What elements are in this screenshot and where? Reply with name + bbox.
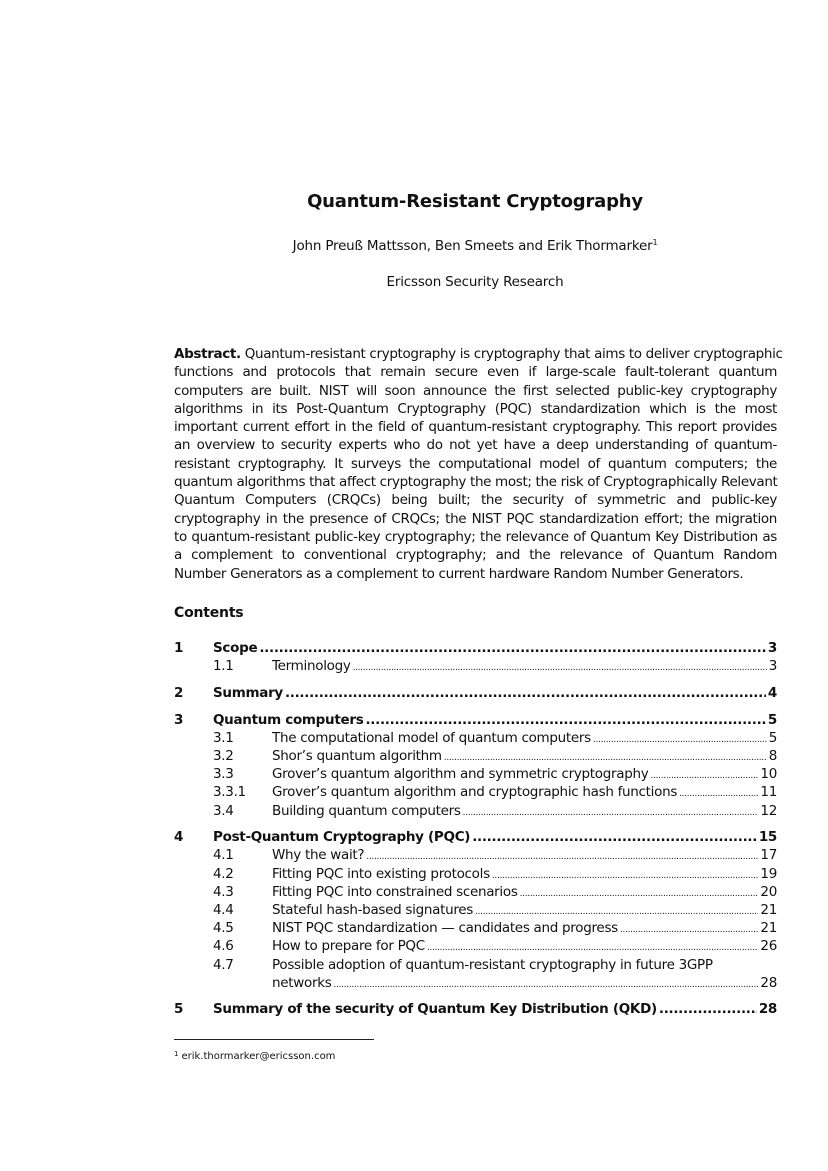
toc-number: 4	[174, 829, 184, 846]
toc-title: Fitting PQC into existing protocols	[272, 865, 490, 882]
abstract-line: resistant cryptography. It surveys the computational model of quantum computers; the	[174, 455, 777, 472]
footnote	[174, 1050, 335, 1062]
abstract-line: important current effort in the field of quantum-resistant cryptography. This report provides	[174, 419, 777, 436]
table-of-contents	[174, 639, 777, 1019]
toc-entry[interactable]	[174, 883, 777, 901]
toc-title: Why the wait?	[272, 847, 365, 864]
toc-title: Possible adoption of quantum-resistant cryptography in future 3GPP	[272, 956, 713, 973]
toc-number: 4.6	[213, 938, 234, 955]
abstract-line: Number Generators as a complement to current hardware Random Number Generators.	[174, 565, 744, 582]
toc-page: 26	[760, 938, 777, 955]
toc-title: Grover’s quantum algorithm and symmetric cryptography	[272, 766, 649, 783]
toc-page: 3	[768, 658, 777, 675]
toc-page: 11	[760, 784, 777, 801]
author-footnote-mark: 1	[652, 238, 658, 247]
toc-number: 4.3	[213, 883, 234, 900]
abstract-text: Quantum-resistant cryptography is cryptography that aims to deliver cryptographic	[240, 346, 783, 362]
abstract-line: functions and protocols that remain secure even if large-scale fault-tolerant quantum	[174, 364, 777, 381]
toc-entry[interactable]	[174, 828, 777, 846]
toc-title: Grover’s quantum algorithm and cryptographic hash functions	[272, 784, 678, 801]
abstract-line: algorithms in its Post-Quantum Cryptography (PQC) standardization which is the most	[174, 400, 777, 417]
toc-entry[interactable]	[174, 639, 777, 657]
toc-page: 8	[768, 747, 777, 764]
abstract-line	[174, 345, 783, 363]
toc-entry[interactable]	[174, 684, 777, 702]
abstract-line: Quantum Computers (CRQCs) being built; the security of symmetric and public-key	[174, 492, 777, 509]
footnote-email-link[interactable]: erik.thormarker@ericsson.com	[181, 1051, 336, 1062]
toc-page: 19	[760, 865, 777, 882]
toc-title: Building quantum computers	[272, 802, 461, 819]
toc-number: 4.7	[213, 956, 234, 973]
toc-page: 12	[760, 802, 777, 819]
toc-entry[interactable]	[174, 765, 777, 783]
toc-page: 4	[767, 684, 777, 701]
toc-page: 5	[767, 711, 777, 728]
toc-leader	[285, 684, 766, 702]
toc-entry[interactable]	[174, 747, 777, 765]
footnote-rule	[174, 1039, 374, 1040]
abstract-line: computers are built. NIST will soon announce the first selected public-key cryptography	[174, 382, 777, 399]
toc-page: 21	[760, 901, 777, 918]
toc-title: The computational model of quantum computers	[272, 729, 591, 746]
toc-number: 3.3.1	[213, 784, 246, 801]
toc-entry[interactable]	[174, 846, 777, 864]
toc-title: Quantum computers	[213, 711, 364, 728]
toc-leader	[365, 711, 765, 729]
toc-entry[interactable]	[174, 901, 777, 919]
toc-entry[interactable]	[174, 1000, 777, 1018]
toc-number: 4.5	[213, 920, 234, 937]
toc-number: 3.3	[213, 766, 234, 783]
toc-title: Post-Quantum Cryptography (PQC)	[213, 829, 471, 846]
author-line	[0, 238, 828, 254]
affiliation: Ericsson Security Research	[386, 274, 564, 290]
paper-title: Quantum-Resistant Cryptography	[307, 191, 643, 212]
toc-page: 10	[760, 766, 777, 783]
toc-page: 21	[760, 920, 777, 937]
toc-leader	[259, 639, 766, 657]
toc-entry[interactable]	[174, 729, 777, 747]
abstract-line: cryptography in the presence of CRQCs; the NIST PQC standardization effort; the migration	[174, 510, 777, 527]
toc-page: 3	[767, 640, 777, 656]
toc-title-continuation: networks	[272, 974, 332, 991]
toc-number: 4.1	[213, 847, 234, 864]
toc-number: 3.1	[213, 729, 234, 746]
abstract-line: a complement to conventional cryptography; and the relevance of Quantum Random	[174, 547, 777, 564]
toc-leader	[659, 1000, 757, 1018]
toc-title: How to prepare for PQC	[272, 938, 425, 955]
toc-title: Stateful hash-based signatures	[272, 901, 474, 918]
toc-page: 20	[760, 883, 777, 900]
toc-number: 3.4	[213, 802, 234, 819]
toc-number: 4.4	[213, 901, 234, 918]
toc-title: Fitting PQC into constrained scenarios	[272, 883, 518, 900]
toc-leader	[463, 804, 759, 822]
toc-leader	[472, 828, 757, 846]
contents-heading: Contents	[174, 605, 244, 621]
toc-title: NIST PQC standardization — candidates and progress	[272, 920, 618, 937]
toc-entry[interactable]	[174, 937, 777, 955]
toc-leader	[353, 659, 767, 677]
toc-title: Shor’s quantum algorithm	[272, 747, 442, 764]
abstract	[174, 345, 783, 583]
footnote-mark: 1	[174, 1050, 179, 1058]
toc-number: 3	[174, 711, 184, 728]
toc-entry[interactable]	[174, 711, 777, 729]
toc-title: Terminology	[272, 658, 351, 675]
toc-number: 1	[174, 640, 184, 656]
toc-leader	[333, 976, 758, 994]
toc-entry[interactable]	[174, 865, 777, 883]
abstract-line: an overview to security experts who do not yet have a deep understanding of quantum-	[174, 437, 777, 454]
toc-entry[interactable]	[174, 802, 777, 820]
toc-entry[interactable]	[174, 919, 777, 937]
toc-number: 3.2	[213, 747, 234, 764]
toc-entry[interactable]	[174, 783, 777, 801]
authors: John Preuß Mattsson, Ben Smeets and Erik Thormarker	[292, 238, 653, 254]
toc-title: Scope	[213, 640, 258, 656]
toc-entry[interactable]	[174, 956, 777, 974]
toc-page: 5	[768, 729, 777, 746]
toc-page: 28	[758, 1001, 777, 1018]
toc-page: 15	[758, 829, 777, 846]
abstract-label: Abstract.	[174, 346, 241, 362]
toc-page: 28	[760, 974, 777, 991]
abstract-line: to quantum-resistant public-key cryptography; the relevance of Quantum Key Distribution as	[174, 528, 777, 545]
toc-number: 5	[174, 1001, 184, 1018]
toc-number: 1.1	[213, 658, 234, 675]
toc-number: 2	[174, 684, 184, 701]
toc-entry[interactable]	[174, 657, 777, 675]
toc-title: Summary	[213, 684, 283, 701]
toc-entry-continuation[interactable]	[174, 974, 777, 992]
toc-number: 4.2	[213, 865, 234, 882]
toc-page: 17	[760, 847, 777, 864]
abstract-line: quantum algorithms that affect cryptography the most; the risk of Cryptographically Relevant	[174, 474, 778, 491]
toc-title: Summary of the security of Quantum Key Distribution (QKD)	[213, 1001, 657, 1018]
